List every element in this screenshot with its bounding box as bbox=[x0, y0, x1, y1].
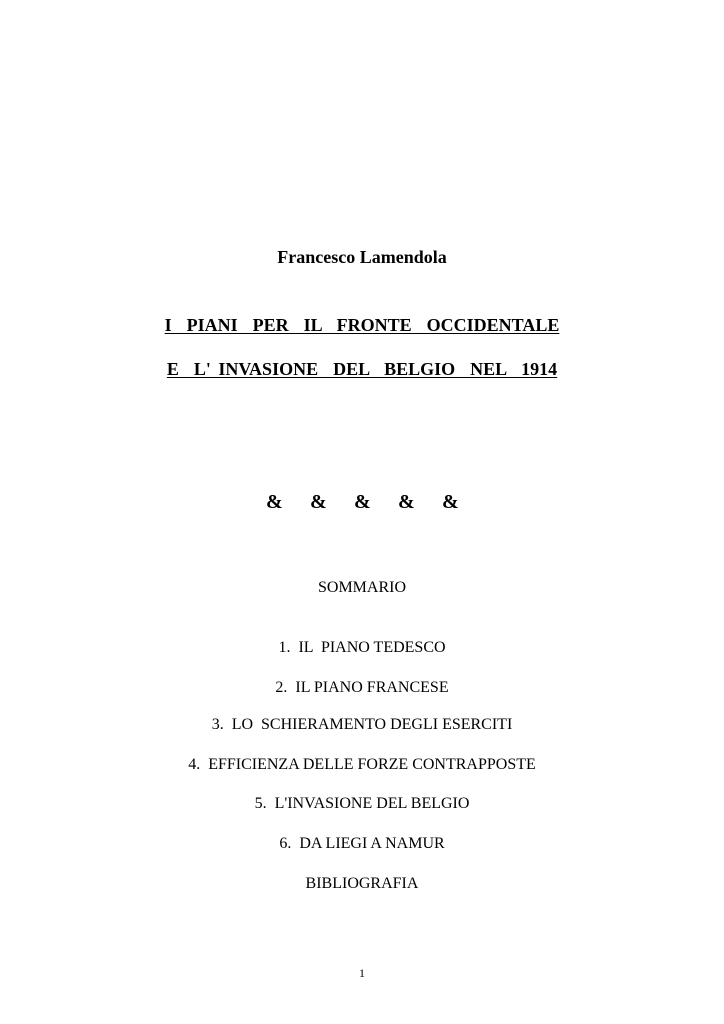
ampersand-ornament: & bbox=[266, 491, 283, 513]
toc-item-bibliography: BIBLIOGRAFIA bbox=[305, 875, 419, 892]
ampersand-ornament: & bbox=[354, 491, 371, 513]
toc-item: 6. DA LIEGI A NAMUR bbox=[279, 835, 445, 852]
summary-heading: SOMMARIO bbox=[317, 579, 406, 596]
title-line-1: I PIANI PER IL FRONTE OCCIDENTALE bbox=[164, 315, 560, 335]
page-number: 1 bbox=[359, 966, 365, 980]
ornament-divider bbox=[0, 491, 724, 514]
ampersand-ornament: & bbox=[310, 491, 327, 513]
author-name: Francesco Lamendola bbox=[277, 247, 447, 267]
ampersand-ornament: & bbox=[442, 491, 459, 513]
toc-item: 1. IL PIANO TEDESCO bbox=[278, 639, 446, 656]
title-line-2: E L' INVASIONE DEL BELGIO NEL 1914 bbox=[166, 359, 558, 379]
ampersand-ornament: & bbox=[398, 491, 415, 513]
toc-item: 4. EFFICIENZA DELLE FORZE CONTRAPPOSTE bbox=[188, 756, 536, 773]
toc-item: 5. L'INVASIONE DEL BELGIO bbox=[254, 795, 470, 812]
toc-item: 2. IL PIANO FRANCESE bbox=[275, 679, 449, 696]
toc-item: 3. LO SCHIERAMENTO DEGLI ESERCITI bbox=[211, 716, 513, 733]
